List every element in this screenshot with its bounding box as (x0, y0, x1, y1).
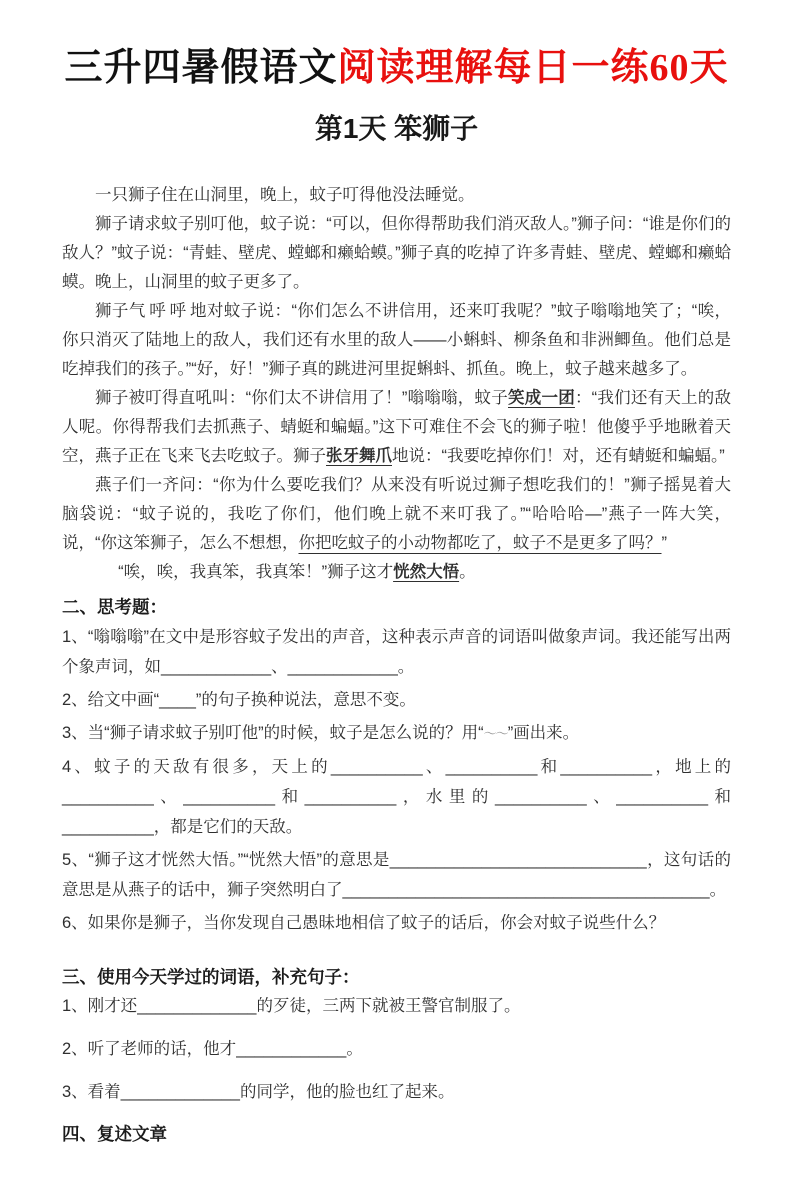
sentence-completion-item (62, 1078, 731, 1107)
sentence-completion-item (62, 1035, 731, 1064)
text-run: 2、给文中画“ (62, 691, 160, 709)
text-run: 。 (346, 1040, 363, 1058)
text-run: ，地上的 (652, 758, 732, 776)
text-run: ”画出来。 (507, 724, 580, 742)
text-run: ，这句话的意思是从燕子的话中，狮子突然明白了 (62, 851, 732, 899)
text-run: 4、蚊子的天敌有很多，天上的 (62, 758, 331, 776)
text-run: 狮子 (95, 302, 129, 320)
story-paragraph (62, 181, 731, 210)
section2-question-list (62, 622, 731, 938)
text-run: 2、听了老师的话，他才 (62, 1040, 237, 1058)
text-run: 一只狮子住在山洞里，晚上，蚊子叮得他没法睡觉。 (95, 186, 475, 204)
story-paragraph (62, 297, 731, 384)
answer-blank: __________ (560, 758, 653, 776)
story-section (62, 181, 731, 587)
question-item (62, 718, 731, 749)
answer-blank: __________ (304, 788, 397, 806)
text-run: 和 (275, 788, 305, 806)
answer-blank: ________________________________________ (342, 881, 710, 899)
emphasized-word: 恍然大悟 (393, 563, 460, 581)
emphasized-word: 张牙舞爪 (326, 447, 392, 465)
answer-blank: _____________ (120, 1083, 240, 1101)
text-run: 。 (709, 881, 727, 899)
text-run: 狮子被叮得直吼叫：“你们太不讲信用了！”嗡嗡嗡，蚊子 (95, 389, 508, 407)
answer-blank: __________ (183, 788, 276, 806)
section2-heading: 二、思考题： (62, 597, 167, 617)
text-run: 。 (459, 563, 476, 581)
answer-blank: __________ (62, 788, 154, 806)
text-run: 。 (397, 658, 415, 676)
section-think-questions (62, 594, 731, 938)
section3-heading: 三、使用今天学过的词语，补充句子： (62, 967, 360, 987)
text-run: 5、“狮子这才恍然大悟。”“恍然大悟”的意思是 (62, 851, 390, 869)
text-run: ”的句子换种说法，意思不变。 (195, 691, 416, 709)
question-item (62, 685, 731, 715)
text-run: 的歹徒，三两下就被王警官制服了。 (256, 997, 521, 1015)
text-run: 、 (586, 788, 617, 806)
answer-blank: ____________ (287, 658, 398, 676)
text-run: 和 (537, 758, 561, 776)
text-run: 和 (708, 788, 732, 806)
answer-blank: ____________ (236, 1040, 347, 1058)
section4-heading: 四、复述文章 (62, 1124, 167, 1144)
title-part-black: 三升四暑假语文 (64, 47, 338, 89)
text-run: ：“我们还有天上的敌人呢。你得帮我们去抓燕子、蜻蜓和蝙蝠。”这下可难住不会飞的狮子啦！他傻乎乎地瞅着天空，燕子正在飞来飞去吃蚊子。狮子 (62, 389, 732, 465)
answer-blank: __________ (330, 758, 423, 776)
text-run: 、 (153, 788, 184, 806)
text-run: ，都是它们的天敌。 (153, 818, 303, 836)
text-run: 地对蚊子说：“你们怎么不讲信用，还来叮我呢？”蚊子嗡嗡地笑了；“唉，你只消灭了陆地上的敌人，我们还有水里的敌人——小蝌蚪、柳条鱼和非洲鲫鱼。他们总是吃掉我们的孩子。”“好，好！”狮子真的跳进河里捉蝌蚪、抓鱼。晚上，蚊子越来越多了。 (62, 302, 732, 378)
section-sentence-completion (62, 964, 731, 1107)
text-run: ，水里的 (396, 788, 495, 806)
title-part-red: 阅读理解每日一练60天 (337, 47, 729, 89)
text-run: 、 (271, 658, 288, 676)
text-run: 燕子们一齐问：“你为什么要吃我们？从来没有听说过狮子想吃我们的！”狮子摇晃着大脑袋说：“蚊子说的，我吃了你们，他们晚上就不来叮我了。”“哈哈哈—”燕子一阵大笑，说，“你这笨狮子，怎么不想想， (62, 476, 731, 552)
answer-blank: __________ (494, 788, 587, 806)
text-run: 3、当“狮子请求蚊子别叮他”的时候，蚊子是怎么说的？用“ (62, 724, 484, 742)
text-run: 狮子请求蚊子别叮他，蚊子说：“可以，但你得帮助我们消灭敌人。”狮子问：“谁是你们的敌人？”蚊子说：“青蛙、壁虎、螳螂和癞蛤蟆。”狮子真的吃掉了许多青蛙、壁虎、螳螂和癞蛤蟆。晚上，山洞里的蚊子更多了。 (62, 215, 731, 291)
story-paragraph (62, 210, 731, 297)
answer-blank: __________ (616, 788, 708, 806)
story-paragraph (62, 558, 731, 587)
answer-blank: ____ (159, 691, 196, 709)
day-title: 第1天 笨狮子 (314, 113, 479, 144)
question-item (62, 908, 731, 938)
question-item (62, 752, 731, 842)
wavy-line-mark: ～～ (483, 726, 508, 741)
question-item (62, 845, 731, 905)
story-paragraph (62, 384, 731, 471)
answer-blank: __________ (62, 818, 154, 836)
text-run: “唉，唉，我真笨，我真笨！”狮子这才 (118, 563, 394, 581)
text-run: 3、看着 (62, 1083, 121, 1101)
page-title (62, 36, 731, 91)
question-item (62, 622, 731, 682)
text-run: 6、如果你是狮子，当你发现自己愚昧地相信了蚊子的话后，你会对蚊子说些什么？ (62, 914, 666, 932)
text-run: 、 (422, 758, 446, 776)
text-run: 的同学，他的脸也红了起来。 (239, 1083, 455, 1101)
answer-blank: _____________ (137, 997, 257, 1015)
underlined-sentence: 你把吃蚊子的小动物都吃了，蚊子不是更多了吗？ (298, 534, 662, 552)
text-run: 地说：“我要吃掉你们！对，还有蜻蜓和蝙蝠。” (392, 447, 725, 465)
emphasized-word: 气呼呼 (128, 302, 191, 320)
section3-item-list (62, 992, 731, 1107)
emphasized-word: 笑成一团 (508, 389, 575, 407)
story-paragraph (62, 471, 731, 558)
text-run: ” (661, 534, 667, 552)
answer-blank: ____________ (161, 658, 272, 676)
text-run: 1、刚才还 (62, 997, 138, 1015)
answer-blank: __________ (445, 758, 538, 776)
answer-blank: ____________________________ (389, 851, 647, 869)
text-run: 1、“嗡嗡嗡”在文中是形容蚊子发出的声音，这种表示声音的词语叫做象声词。我还能写出两个象声词，如 (62, 628, 731, 676)
sentence-completion-item (62, 992, 731, 1021)
